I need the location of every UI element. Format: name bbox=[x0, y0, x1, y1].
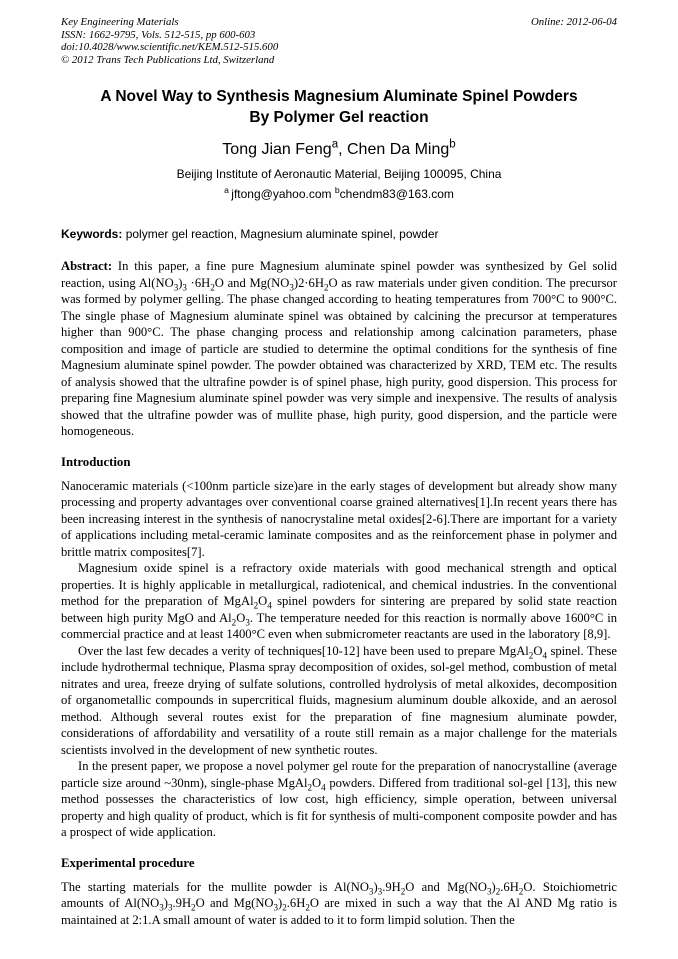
keywords-text: polymer gel reaction, Magnesium aluminate spinel, powder bbox=[125, 227, 439, 242]
intro-paragraph-3: Over the last few decades a verity of techniques[10-12] have been used to prepare $MgAl_2O_4$ spinel. These include hydrothermal technique, Plasma spray decomposition of oxides, sol-gel method, combustion of metal nitrates and urea, freeze drying of sulfate solutions, controlled hydrolysis of metal alkoxides, decomposition of organometallic compounds in supercritical fluids, magnesium aluminum double alkoxide, and an aerosol method. Although several routes exist for the preparation of fine magnesium aluminate powder, considerations of affordability and versatility of a route still remain as a major challenge for the materials scientists involved in the development of new synthetic routes. bbox=[61, 643, 617, 757]
keywords-line bbox=[61, 227, 617, 242]
abstract-paragraph bbox=[61, 258, 617, 440]
affiliation-line: Beijing Institute of Aeronautic Material, Beijing 100095, China bbox=[176, 167, 502, 182]
paper-title-line-2: By Polymer Gel reaction bbox=[249, 109, 429, 127]
intro-paragraph-1: Nanoceramic materials (<100nm particle size)are in the early stages of development but already show many processing and property advantages over conventional coarse grained alternatives[1].In recent years there has been increasing interest in the synthesis of nanocrystaline metal oxides[2-6].There are important for a variety of applications including metal-ceramic laminate composites and as the reinforcement phase in polymer and brittle matrix composites[7]. bbox=[61, 478, 617, 559]
journal-header bbox=[61, 16, 617, 66]
section-heading-experimental: Experimental procedure bbox=[61, 855, 195, 870]
journal-name: Key Engineering Materials bbox=[61, 16, 179, 28]
authors-line: Tong Jian Feng$^a$, Chen Da Ming$^b$ bbox=[222, 139, 456, 159]
intro-paragraph-4: In the present paper, we propose a novel polymer gel route for the preparation of nanocrystalline (average particle size around ~30nm), single-phase $MgAl_2O_4$ powders. Differed from traditional sol-gel [13], this new method possesses the characteristics of low cost, high efficiency, simple operation, between universal property and high quality of product, which is fit for synthesis of multi-component composite powder and has a prospect of wide application. bbox=[61, 759, 617, 840]
abstract-label: Abstract: bbox=[61, 259, 113, 274]
emails-line: $^a$ jftong@yahoo.com $^b$chendm83@163.com bbox=[224, 185, 454, 202]
paper-title bbox=[61, 86, 617, 128]
intro-paragraph-2: Magnesium oxide spinel is a refractory oxide materials with good mechanical strength and optical properties. It is highly applicable in metallurgical, radiotenical, and chemical industries. In the conventional method for the preparation of $MgAl_2O_4$ spinel powders for sintering are prepared by solid state reaction between high purity MgO and $Al_2O_3$. The temperature needed for this reaction is normally above 1600°C in commercial practice and at least 1400°C even when submicrometer reactants are used in the laboratory [8,9]. bbox=[61, 561, 617, 642]
section-heading-introduction: Introduction bbox=[61, 454, 131, 469]
abstract-text: In this paper, a fine pure Magnesium aluminate spinel powder was synthesized by Gel solid reaction, using $Al(NO_3)_3 \cdot 6H_2O$ and $Mg(NO_3)2\cdot 6H_2O$ as raw materials under given condition. The precursor was formed by polymer gelling. The phase changed according to heating temperatures from 700°C to 900°C. The single phase of Magnesium aluminate spinel was obtained by calcining the precursor at temperatures higher than 900°C. The phase changing process and relationship among calcination parameters, phase composition and image of particle are studied to determine the optimal conditions for the synthesis of fine Magnesium aluminate spinel powder. The powder obtained was characterized by XRD, TEM etc. The results of analysis showed that the ultrafine powder is of spinel phase, high purity, good dispersion. This process for preparing fine Magnesium aluminate spinel powder was very simple and inexpensive. The results of analysis showed that the ultrafine powder was of mullite phase, high purity, good dispersion, and the particle were homogeneous. bbox=[61, 259, 617, 439]
issn-line: ISSN: 1662-9795, Vols. 512-515, pp 600-603 bbox=[61, 28, 256, 41]
online-date: Online: 2012-06-04 bbox=[530, 16, 617, 28]
journal-header-left bbox=[61, 16, 278, 66]
copyright-line: © 2012 Trans Tech Publications Ltd, Switzerland bbox=[61, 53, 275, 66]
experimental-paragraph-1: The starting materials for the mullite powder is $Al(NO_3)_3.9H_2O$ and $Mg(NO_3)_2.6H_2O$. Stoichiometric amounts of $Al(NO_3)_3.9H_2O$ and $Mg(NO_3)_2.6H_2O$ are mixed in such a way that the Al AND Mg ratio is maintained at 2:1.A small amount of water is added to it to form limpid solution. Then the bbox=[61, 879, 618, 927]
doi-line: doi:10.4028/www.scientific.net/KEM.512-515.600 bbox=[61, 41, 279, 54]
paper-title-line-1: A Novel Way to Synthesis Magnesium Aluminate Spinel Powders bbox=[100, 88, 578, 106]
keywords-label: Keywords: bbox=[61, 227, 123, 242]
